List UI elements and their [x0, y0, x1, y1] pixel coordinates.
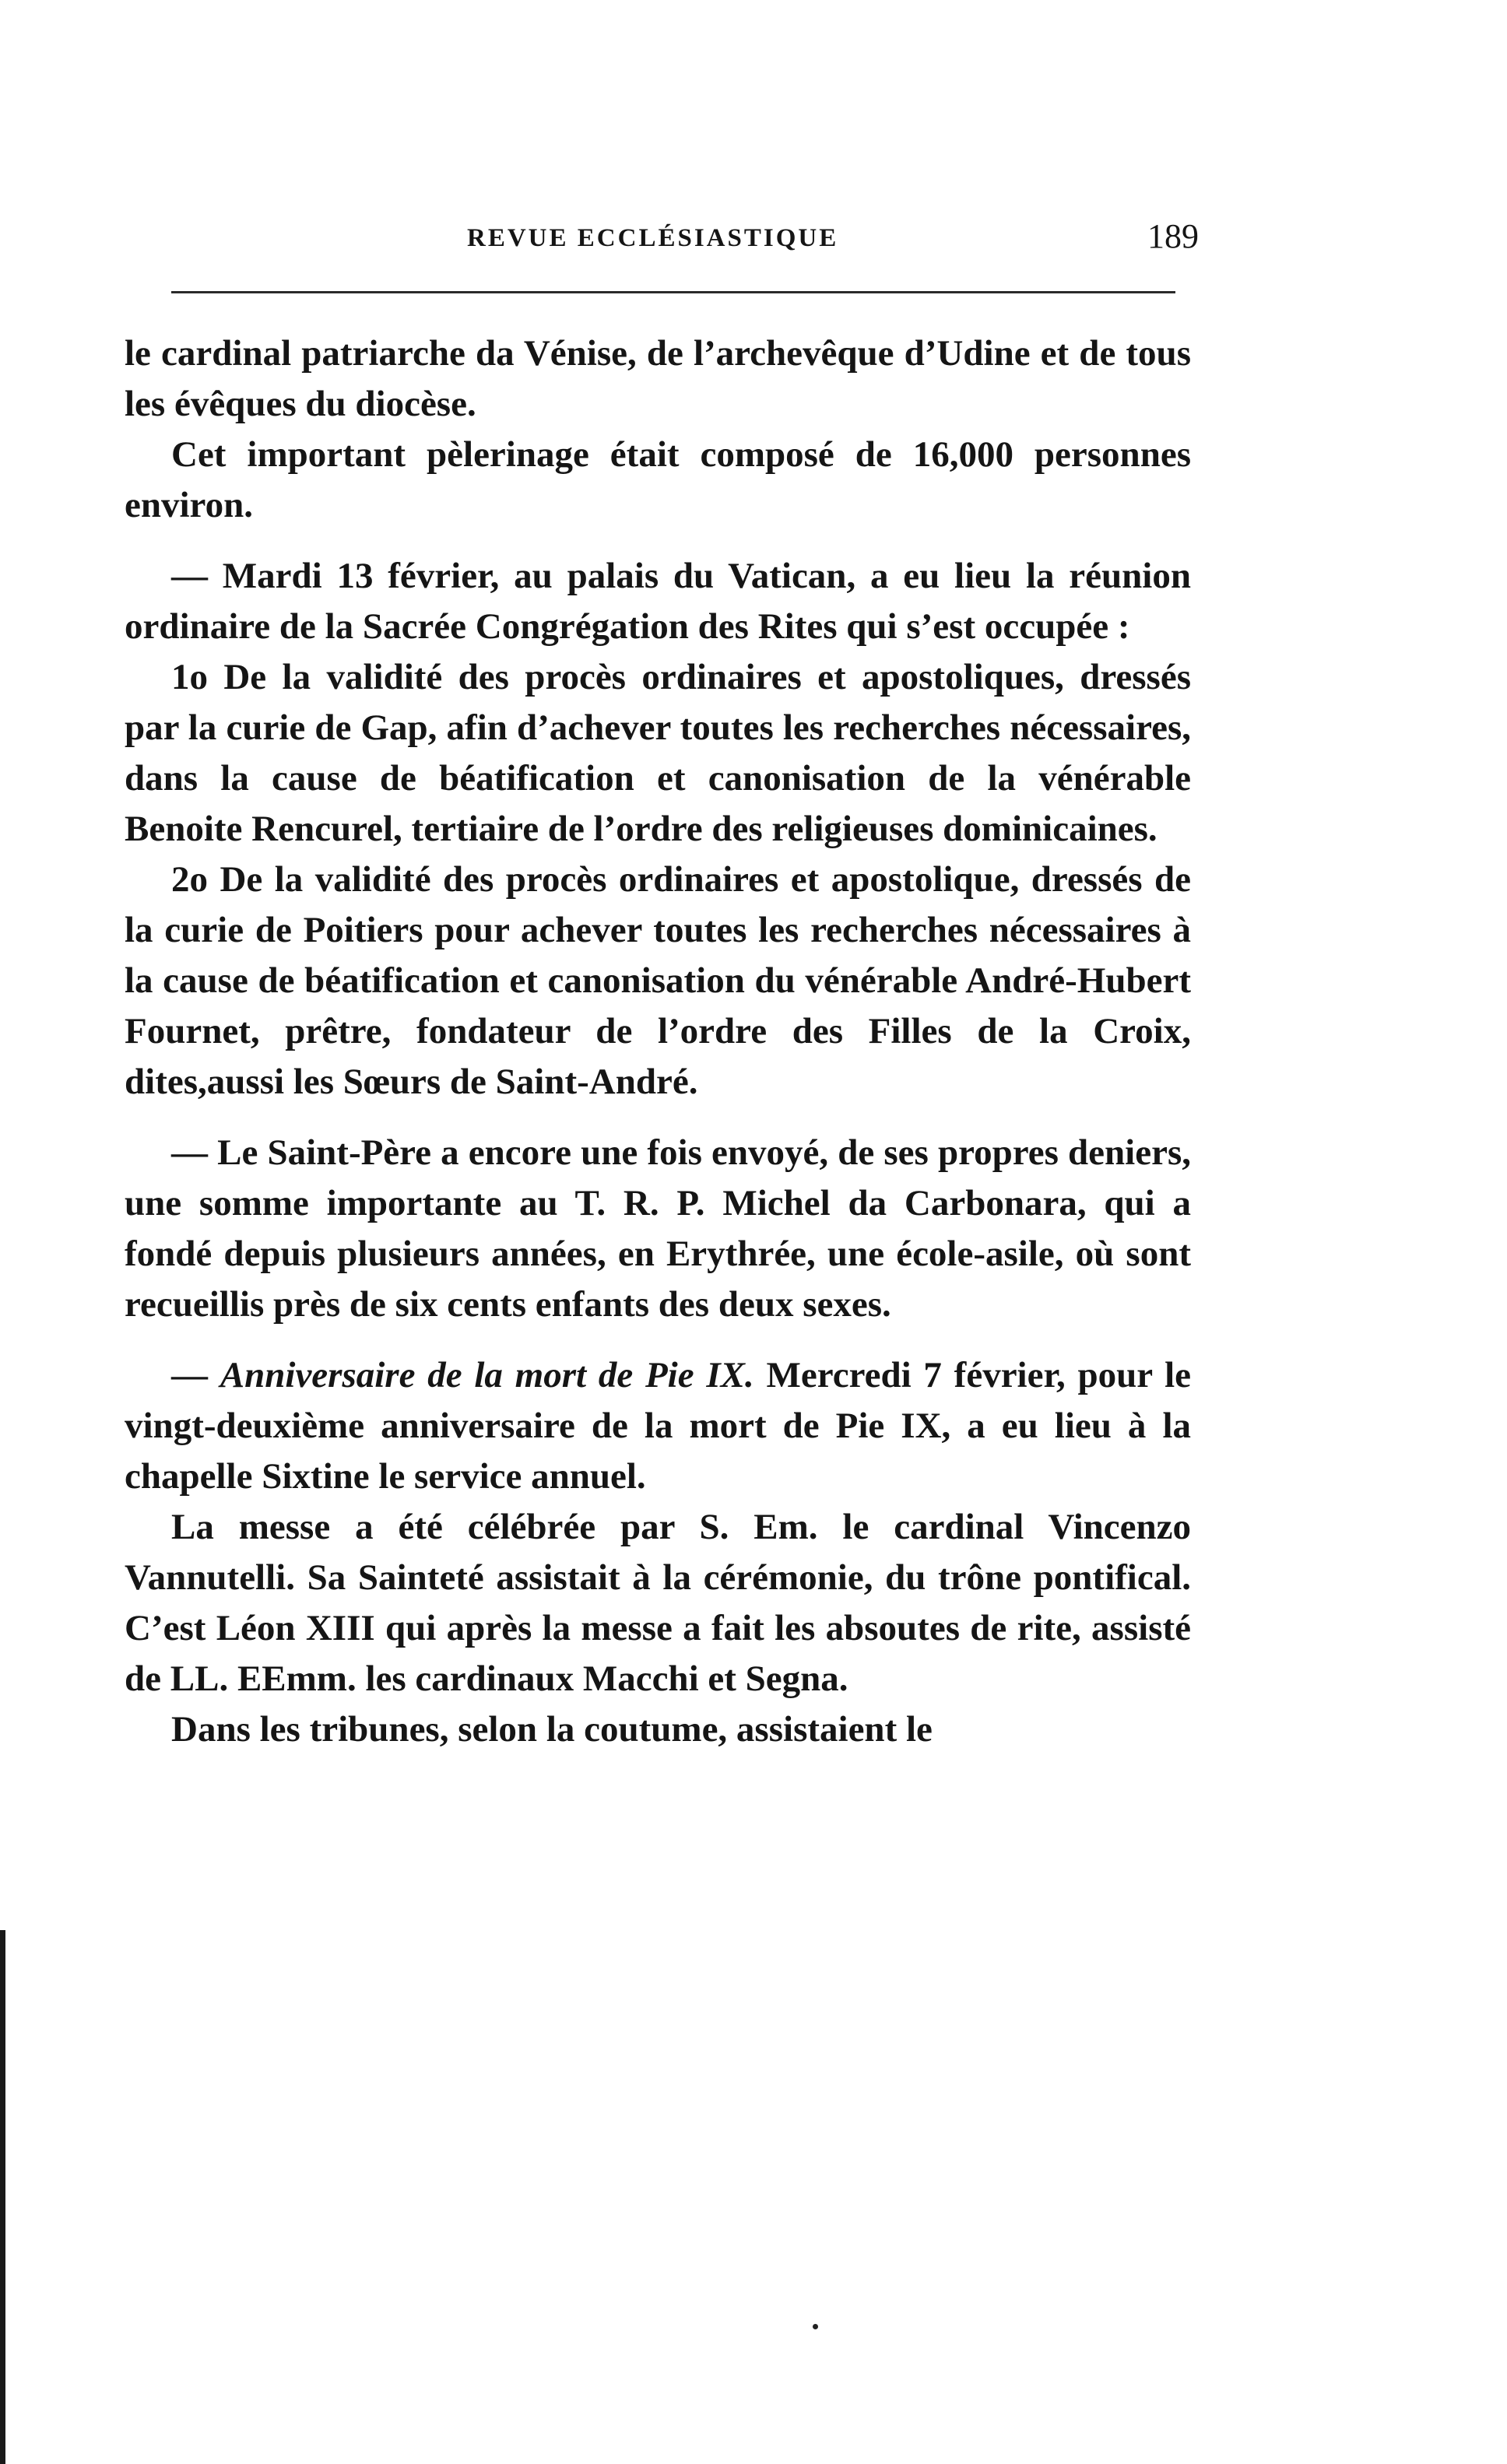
paragraph: La messe a été célébrée par S. Em. le cardinal Vincenzo Vannutelli. Sa Sainteté assistait à la cérémonie, du trône pontifical. C’est Léon XIII qui après la messe a fait les absoutes de rite, assisté de LL. EEmm. les cardinaux Macchi et Segna. — [125, 1507, 1191, 1699]
body-text — [125, 328, 1191, 1755]
header-rule — [171, 291, 1175, 293]
paragraph-text: Mercredi 7 février, pour le vingt-deuxième anniversaire de la mort de Pie IX, a eu lieu à la chapelle Sixtine le service annuel. — [125, 1355, 1191, 1497]
paragraph: Dans les tribunes, selon la coutume, assistaient le — [171, 1709, 933, 1750]
page-number: 189 — [1147, 217, 1199, 255]
paragraph-anniversary — [125, 1350, 1191, 1502]
paragraph: Cet important pèlerinage était composé de 16,000 personnes environ. — [125, 434, 1191, 525]
running-head — [125, 216, 1199, 263]
paragraph: — Le Saint-Père a encore une fois envoyé, de ses propres deniers, une somme importante au T. R. P. Michel da Carbonara, qui a fondé depuis plusieurs années, en Erythrée, une école-asile, où sont recueillis près de six cents enfants des deux sexes. — [125, 1132, 1191, 1325]
paragraph: — Mardi 13 février, au palais du Vatican, a eu lieu la réunion ordinaire de la Sacrée Congrégation des Rites qui s’est occupée : — [125, 556, 1191, 647]
ink-speck — [813, 2324, 818, 2329]
running-title: REVUE ECCLÉSIASTIQUE — [467, 224, 839, 252]
section-heading: Anniversaire de la mort de Pie IX. — [220, 1355, 754, 1395]
page-edge-shadow — [0, 1930, 5, 2464]
paragraph: le cardinal patriarche da Vénise, de l’archevêque d’Udine et de tous les évêques du diocèse. — [125, 333, 1191, 424]
dash: — — [171, 1355, 220, 1395]
paragraph: 1o De la validité des procès ordinaires et apostoliques, dressés par la curie de Gap, afin d’achever toutes les recherches nécessaires, dans la cause de béatification et canonisation de la vénérable Benoite Rencurel, tertiaire de l’ordre des religieuses dominicaines. — [125, 657, 1191, 849]
paragraph: 2o De la validité des procès ordinaires et apostolique, dressés de la curie de Poitiers pour achever toutes les recherches nécessaires à la cause de béatification et canonisation du vénérable André-Hubert Fournet, prêtre, fondateur de l’ordre des Filles de la Croix, dites,aussi les Sœurs de Saint-André. — [125, 859, 1191, 1102]
